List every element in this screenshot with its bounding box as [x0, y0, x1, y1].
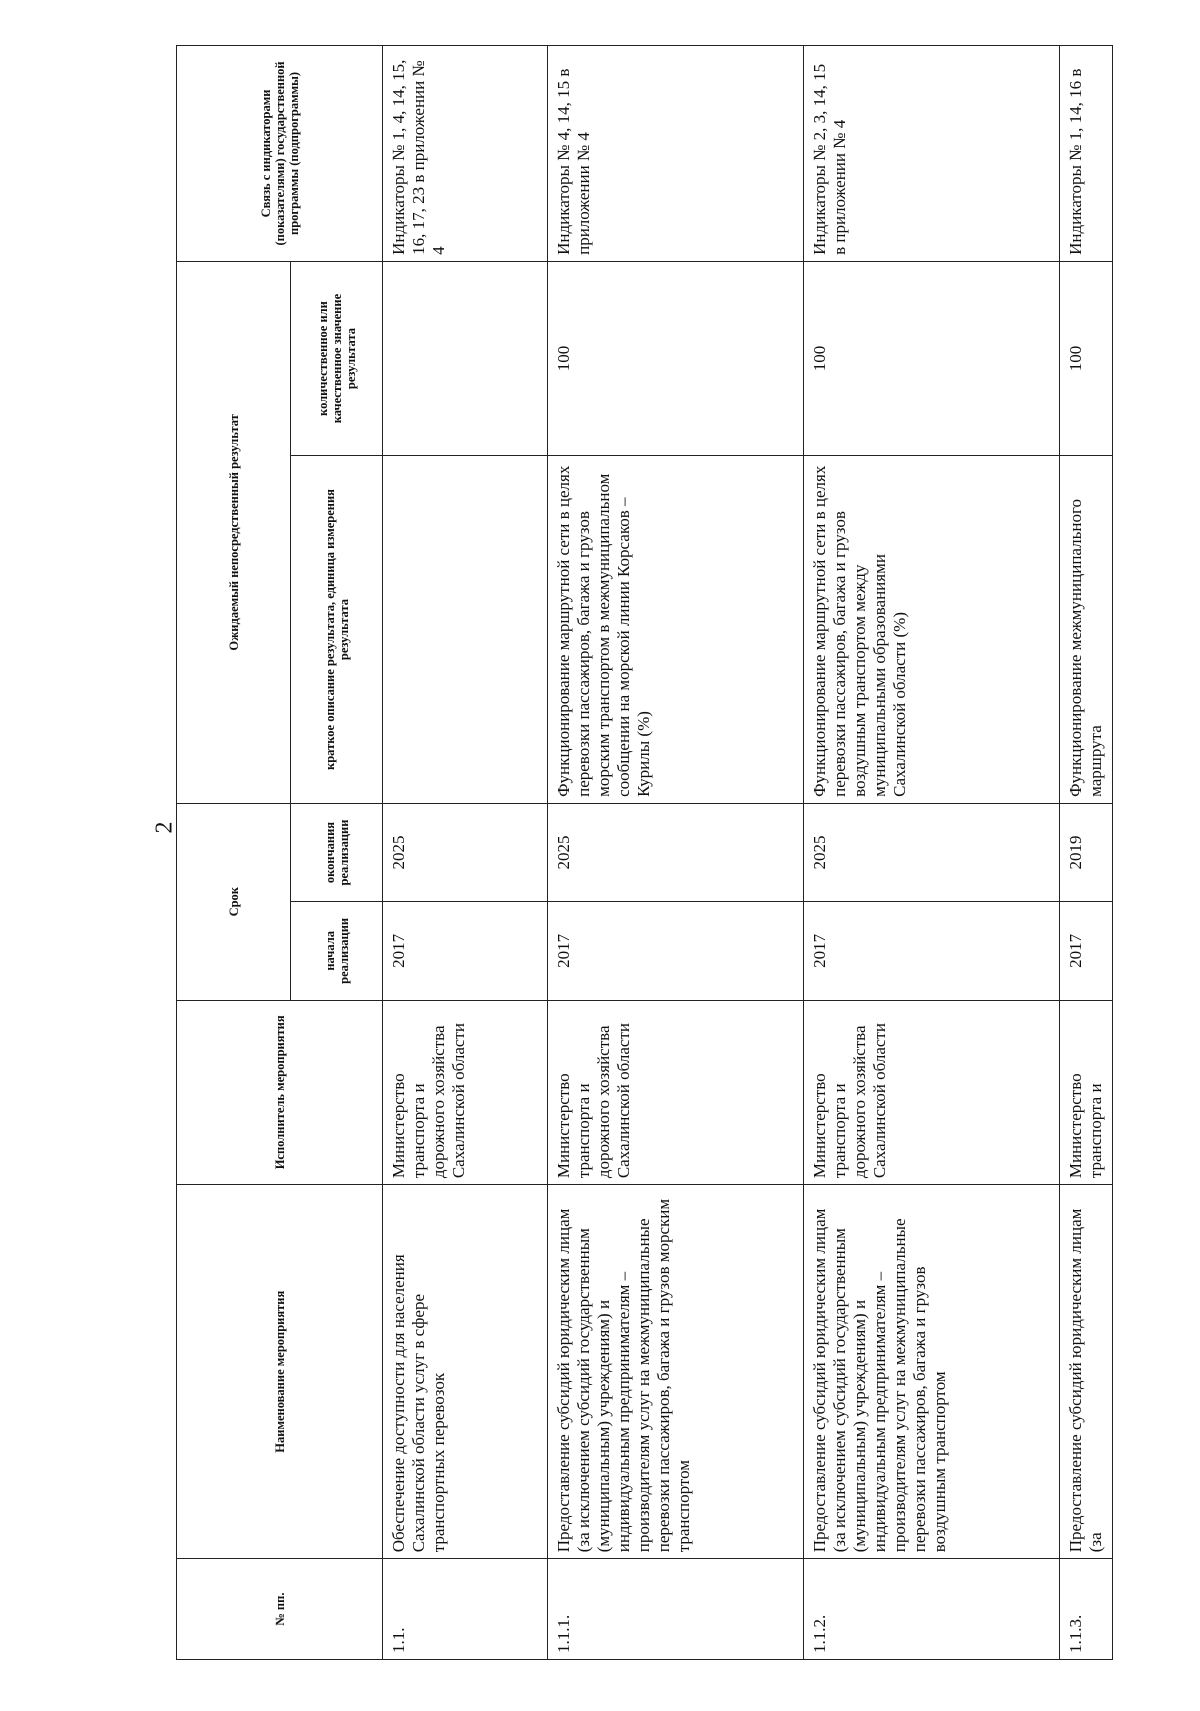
header-name: Наименование мероприятия — [177, 1185, 383, 1559]
table-row — [804, 46, 1060, 1660]
row-start: 2017 — [804, 902, 1060, 1000]
row-desc: Функционирование межмуниципального маршрута — [1060, 456, 1113, 804]
header-num: № пп. — [177, 1559, 383, 1660]
activities-table — [176, 45, 1113, 1660]
header-result-value: количественное или качественное значение результата — [291, 261, 383, 455]
row-link: Индикаторы № 4, 14, 15 в приложении № 4 — [548, 46, 804, 262]
row-name: Предоставление субсидий юридическим лицам (за исключением субсидий государственным (муниципальным) учреждениям) и индивидуальным предпринимателям – производителям услуг на межмуниципальные перевозки пассажиров, багажа и грузов воздушным транспортом — [804, 1185, 1060, 1559]
row-link: Индикаторы № 1, 4, 14, 15, 16, 17, 23 в приложении № 4 — [383, 46, 548, 262]
table-row — [1060, 46, 1113, 1660]
header-term-end: окончания реализации — [291, 803, 383, 901]
row-value — [383, 261, 548, 455]
row-end: 2019 — [1060, 803, 1113, 901]
row-link: Индикаторы № 2, 3, 14, 15 в приложении № 4 — [804, 46, 1060, 262]
rotated-table-container — [176, 45, 1105, 1660]
row-start: 2017 — [383, 902, 548, 1000]
row-name: Обеспечение доступности для населения Сахалинской области услуг в сфере транспортных перевозок — [383, 1185, 548, 1559]
row-value: 100 — [1060, 261, 1113, 455]
header-link: Связь с индикаторами (показателями) государственной программы (подпрограммы) — [177, 46, 383, 262]
row-name: Предоставление субсидий юридическим лицам (за — [1060, 1185, 1113, 1559]
row-desc: Функционирование маршрутной сети в целях перевозки пассажиров, багажа и грузов воздушным транспортом между муниципальными образованиями Сахалинской области (%) — [804, 456, 1060, 804]
header-executor: Исполнитель мероприятия — [177, 1000, 383, 1185]
row-end: 2025 — [383, 803, 548, 901]
row-value: 100 — [804, 261, 1060, 455]
row-num: 1.1.2. — [804, 1559, 1060, 1660]
row-num: 1.1.3. — [1060, 1559, 1113, 1660]
header-term-start: начала реализации — [291, 902, 383, 1000]
row-end: 2025 — [804, 803, 1060, 901]
row-executor: Министерство транспорта и — [1060, 1000, 1113, 1185]
table-row — [383, 46, 548, 1660]
header-result: Ожидаемый непосредственный результат — [177, 261, 291, 803]
table-header-row — [177, 46, 291, 1660]
row-start: 2017 — [548, 902, 804, 1000]
row-name: Предоставление субсидий юридическим лицам (за исключением субсидий государственным (муниципальным) учреждениям) и индивидуальным предпринимателям – производителям услуг на межмуниципальные перевозки пассажиров, багажа и грузов морским транспортом — [548, 1185, 804, 1559]
row-value: 100 — [548, 261, 804, 455]
page-number: 2 — [151, 821, 178, 834]
table-row — [548, 46, 804, 1660]
row-num: 1.1.1. — [548, 1559, 804, 1660]
row-executor: Министерство транспорта и дорожного хозяйства Сахалинской области — [804, 1000, 1060, 1185]
row-executor: Министерство транспорта и дорожного хозяйства Сахалинской области — [548, 1000, 804, 1185]
row-executor: Министерство транспорта и дорожного хозяйства Сахалинской области — [383, 1000, 548, 1185]
header-result-desc: краткое описание результата, единица измерения результата — [291, 456, 383, 804]
row-link: Индикаторы № 1, 14, 16 в — [1060, 46, 1113, 262]
row-start: 2017 — [1060, 902, 1113, 1000]
row-num: 1.1. — [383, 1559, 548, 1660]
header-term: Срок — [177, 803, 291, 1000]
row-desc: Функционирование маршрутной сети в целях перевозки пассажиров, багажа и грузов морским транспортом в межмуниципальном сообщении на морской линии Корсаков – Курилы (%) — [548, 456, 804, 804]
row-desc — [383, 456, 548, 804]
row-end: 2025 — [548, 803, 804, 901]
